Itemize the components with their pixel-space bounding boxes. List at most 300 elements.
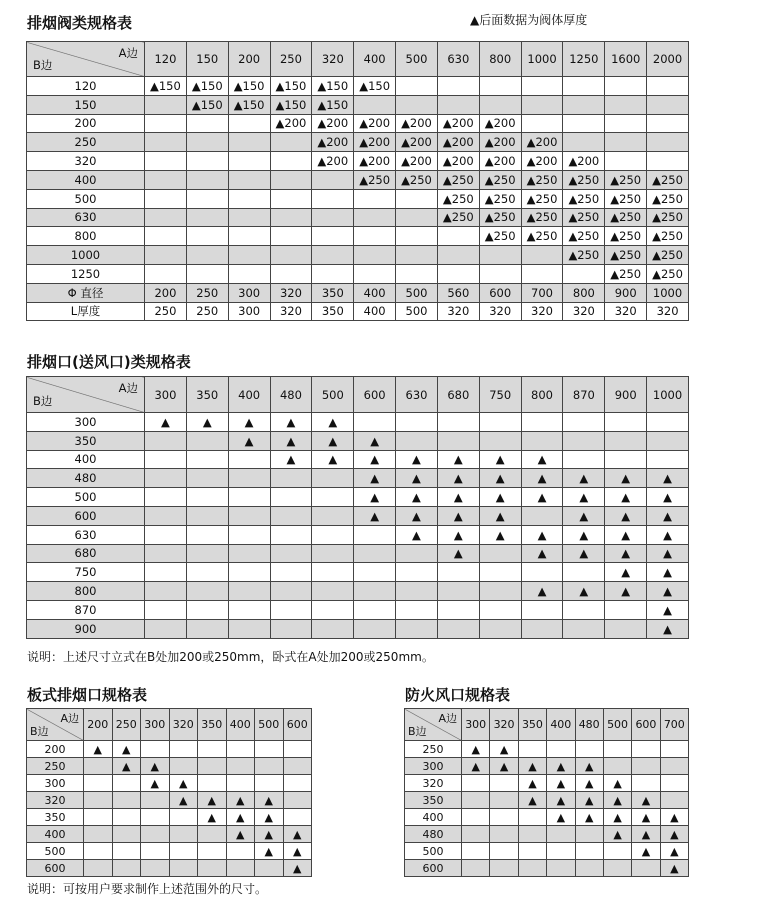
row-label-cell: 250 [27, 758, 84, 775]
table-cell: ▲ [479, 525, 521, 544]
row-label-cell: 1000 [27, 246, 145, 265]
table-cell: ▲200 [396, 114, 438, 133]
b-side-label: B边 [30, 725, 49, 738]
column-header-cell: 150 [186, 42, 228, 77]
table-cell [563, 431, 605, 450]
table-cell: ▲250 [605, 246, 647, 265]
table-cell [354, 246, 396, 265]
table-cell [270, 506, 312, 525]
table-cell [255, 758, 284, 775]
table-cell: ▲250 [396, 170, 438, 189]
table-row [27, 469, 689, 488]
table-cell [228, 152, 270, 171]
table-cell [169, 809, 198, 826]
table-cell: 320 [479, 302, 521, 321]
row-label-cell: 300 [27, 775, 84, 792]
table-cell [563, 450, 605, 469]
table-cell [228, 488, 270, 507]
table-cell [112, 775, 141, 792]
table-cell: ▲250 [647, 208, 689, 227]
table-cell [198, 741, 227, 758]
table-cell: ▲250 [437, 208, 479, 227]
table-row [27, 208, 689, 227]
row-label-cell: 300 [27, 413, 145, 432]
table-cell [396, 413, 438, 432]
corner-header-cell [27, 377, 145, 413]
table-cell [605, 152, 647, 171]
table-cell [521, 563, 563, 582]
table-row [27, 170, 689, 189]
table-cell: ▲200 [354, 152, 396, 171]
table-cell [186, 469, 228, 488]
table-cell [354, 619, 396, 638]
table-cell [312, 600, 354, 619]
table-cell [462, 775, 490, 792]
column-header-cell: 400 [547, 709, 575, 741]
table-cell [145, 133, 187, 152]
table-cell [186, 114, 228, 133]
table-cell [479, 544, 521, 563]
table-cell [141, 860, 170, 877]
table-cell [396, 246, 438, 265]
table-cell: ▲ [283, 860, 312, 877]
table-cell: ▲ [84, 741, 113, 758]
table-row [405, 843, 689, 860]
table-cell: ▲ [518, 758, 546, 775]
corner-header-cell [405, 709, 462, 741]
table-cell [647, 431, 689, 450]
table-cell [186, 488, 228, 507]
table-row [27, 860, 312, 877]
table-cell: ▲150 [145, 77, 187, 96]
b-side-label: B边 [33, 58, 53, 72]
table-cell: ▲ [255, 843, 284, 860]
row-label-cell: 500 [405, 843, 462, 860]
table-cell [312, 227, 354, 246]
row-label-cell: 900 [27, 619, 145, 638]
row-label-cell: 350 [27, 809, 84, 826]
table-cell [462, 826, 490, 843]
table-cell [632, 741, 660, 758]
table-cell: ▲ [521, 582, 563, 601]
table-cell [270, 152, 312, 171]
table-cell: ▲ [521, 488, 563, 507]
table-cell [354, 563, 396, 582]
row-label-cell: 630 [27, 208, 145, 227]
table-cell [84, 775, 113, 792]
table-cell [312, 563, 354, 582]
table-cell: ▲ [518, 775, 546, 792]
table-row [27, 809, 312, 826]
table-cell [141, 809, 170, 826]
table-cell: ▲200 [479, 133, 521, 152]
table-cell: ▲ [141, 775, 170, 792]
table-cell: ▲150 [228, 77, 270, 96]
table-cell: ▲250 [605, 170, 647, 189]
column-header-cell: 400 [226, 709, 255, 741]
table-cell [479, 619, 521, 638]
table-cell: ▲ [141, 758, 170, 775]
table-cell: ▲ [437, 544, 479, 563]
table-cell [490, 809, 518, 826]
table-cell: ▲250 [563, 227, 605, 246]
table-cell [283, 792, 312, 809]
table-cell: ▲ [647, 506, 689, 525]
table-cell [186, 170, 228, 189]
table-cell: 1000 [647, 283, 689, 302]
column-header-cell: 600 [283, 709, 312, 741]
table-cell: ▲ [521, 544, 563, 563]
table-cell: ▲ [605, 544, 647, 563]
table-cell [112, 792, 141, 809]
table-cell [198, 860, 227, 877]
column-header-cell: 700 [660, 709, 688, 741]
table-cell: ▲250 [437, 189, 479, 208]
table-row [405, 860, 689, 877]
table-cell: ▲ [354, 450, 396, 469]
table-cell [312, 488, 354, 507]
table-cell [396, 77, 438, 96]
table-cell [283, 809, 312, 826]
table-cell: ▲ [354, 469, 396, 488]
table-cell: ▲ [198, 809, 227, 826]
table-cell [437, 431, 479, 450]
table-cell [228, 600, 270, 619]
table-cell: ▲150 [228, 95, 270, 114]
table-cell: ▲ [647, 600, 689, 619]
table-cell [547, 860, 575, 877]
table-cell [228, 246, 270, 265]
table-cell: ▲250 [647, 227, 689, 246]
table-cell [521, 431, 563, 450]
table-cell [145, 600, 187, 619]
table-cell [112, 826, 141, 843]
column-header-cell: 500 [603, 709, 631, 741]
table-row [27, 843, 312, 860]
table-cell: ▲ [647, 488, 689, 507]
table-cell: ▲ [605, 563, 647, 582]
table-cell: ▲ [169, 792, 198, 809]
column-header-cell: 600 [632, 709, 660, 741]
table-cell [112, 843, 141, 860]
table-cell [575, 741, 603, 758]
a-side-label: A边 [118, 381, 138, 395]
table-cell: ▲200 [312, 133, 354, 152]
table-cell [312, 170, 354, 189]
table-cell [145, 488, 187, 507]
table-cell [521, 506, 563, 525]
table-cell [563, 413, 605, 432]
table-cell [145, 114, 187, 133]
table-cell [145, 525, 187, 544]
table-cell [490, 792, 518, 809]
table-cell: ▲250 [563, 208, 605, 227]
table-cell: ▲150 [354, 77, 396, 96]
table-cell: 320 [521, 302, 563, 321]
table-cell [228, 544, 270, 563]
table-cell: 320 [647, 302, 689, 321]
table-cell: ▲150 [186, 95, 228, 114]
table-cell [255, 775, 284, 792]
table-cell: ▲ [490, 741, 518, 758]
row-label-cell: 400 [27, 826, 84, 843]
table-row [27, 582, 689, 601]
table-cell [518, 860, 546, 877]
column-header-cell: 350 [186, 377, 228, 413]
table-cell: ▲ [112, 758, 141, 775]
table-cell: 320 [270, 302, 312, 321]
table-cell [547, 843, 575, 860]
table-cell [647, 95, 689, 114]
row-label-cell: 480 [27, 469, 145, 488]
table-cell: ▲ [169, 775, 198, 792]
column-header-cell: 320 [490, 709, 518, 741]
table-cell [575, 826, 603, 843]
table-row [27, 826, 312, 843]
table-cell [228, 227, 270, 246]
table-cell [226, 860, 255, 877]
table-cell [437, 619, 479, 638]
table-cell: ▲ [521, 469, 563, 488]
b-side-label: B边 [408, 725, 427, 738]
table-cell: 320 [563, 302, 605, 321]
table-cell: 400 [354, 283, 396, 302]
plate-smoke-outlet-spec-table [26, 708, 312, 877]
table-cell [354, 208, 396, 227]
column-header-cell: 800 [521, 377, 563, 413]
table-cell [270, 208, 312, 227]
table-cell: ▲ [575, 792, 603, 809]
column-header-cell: 1000 [647, 377, 689, 413]
spec-table-2-note: 说明：上述尺寸立式在B处加200或250mm，卧式在A处加200或250mm。 [27, 650, 434, 664]
table-cell: ▲ [647, 469, 689, 488]
table-row [27, 792, 312, 809]
column-header-cell: 400 [228, 377, 270, 413]
table-cell: ▲ [521, 450, 563, 469]
table-cell [575, 860, 603, 877]
table-cell [169, 860, 198, 877]
table-cell: ▲ [270, 413, 312, 432]
row-label-cell: 200 [27, 114, 145, 133]
table-cell [198, 758, 227, 775]
row-label-cell: 870 [27, 600, 145, 619]
table-cell [462, 792, 490, 809]
table-cell [396, 582, 438, 601]
table-cell: ▲150 [312, 77, 354, 96]
column-header-cell: 300 [145, 377, 187, 413]
row-label-cell: 600 [405, 860, 462, 877]
table-cell [660, 758, 688, 775]
table-cell: ▲ [563, 506, 605, 525]
table-cell [518, 843, 546, 860]
table-cell: ▲150 [270, 95, 312, 114]
table-cell: ▲ [563, 469, 605, 488]
table-cell: ▲ [396, 506, 438, 525]
table-cell [632, 860, 660, 877]
table-cell: ▲200 [354, 114, 396, 133]
table-cell [603, 860, 631, 877]
table-cell: 500 [396, 302, 438, 321]
table-cell [228, 133, 270, 152]
table-cell: ▲ [226, 792, 255, 809]
table-cell: ▲ [490, 758, 518, 775]
table-cell: ▲ [283, 843, 312, 860]
table-cell [563, 619, 605, 638]
table-cell: ▲ [603, 826, 631, 843]
column-header-cell: 630 [437, 42, 479, 77]
table-cell [186, 563, 228, 582]
table-row [405, 809, 689, 826]
row-label-cell: 350 [405, 792, 462, 809]
table-cell [354, 413, 396, 432]
table-cell: ▲ [547, 809, 575, 826]
table-row [27, 152, 689, 171]
table-cell: ▲ [605, 469, 647, 488]
table-cell: ▲ [660, 809, 688, 826]
table-row [27, 506, 689, 525]
table-cell [605, 95, 647, 114]
table-cell [547, 826, 575, 843]
table-cell [396, 189, 438, 208]
column-header-cell: 500 [396, 42, 438, 77]
table-cell [479, 563, 521, 582]
table-cell: ▲ [255, 792, 284, 809]
table-cell: ▲250 [479, 170, 521, 189]
row-label-cell: 320 [27, 152, 145, 171]
table-cell: ▲250 [521, 208, 563, 227]
table-cell: ▲200 [396, 133, 438, 152]
table-cell [396, 227, 438, 246]
table-cell: ▲ [632, 843, 660, 860]
table-cell [647, 133, 689, 152]
table-cell [141, 741, 170, 758]
table-cell [270, 170, 312, 189]
table-row [27, 77, 689, 96]
table-cell [312, 208, 354, 227]
table-cell [354, 544, 396, 563]
table-cell [145, 506, 187, 525]
table-cell [521, 264, 563, 283]
table-cell [228, 170, 270, 189]
table-row [27, 563, 689, 582]
table-cell [563, 600, 605, 619]
row-label-cell: 120 [27, 77, 145, 96]
table-cell [169, 758, 198, 775]
table-cell: ▲ [547, 775, 575, 792]
column-header-cell: 250 [270, 42, 312, 77]
table-cell: ▲ [547, 792, 575, 809]
table-cell [312, 619, 354, 638]
column-header-cell: 600 [354, 377, 396, 413]
column-header-cell: 500 [255, 709, 284, 741]
table-cell: 800 [563, 283, 605, 302]
table-cell [437, 600, 479, 619]
table-cell [186, 208, 228, 227]
table-cell: ▲ [479, 488, 521, 507]
table-cell: ▲ [632, 826, 660, 843]
table-cell: ▲150 [186, 77, 228, 96]
smoke-valve-spec-table [26, 41, 689, 321]
table-cell: ▲ [547, 758, 575, 775]
row-label-cell: 350 [27, 431, 145, 450]
spec-table-3-title: 板式排烟口规格表 [27, 686, 148, 704]
table-cell [312, 189, 354, 208]
table-cell: ▲200 [521, 152, 563, 171]
table-row [27, 413, 689, 432]
table-cell [605, 431, 647, 450]
a-side-label: A边 [118, 46, 138, 60]
row-label-cell: 200 [27, 741, 84, 758]
table-cell: ▲ [186, 413, 228, 432]
table-cell [228, 563, 270, 582]
table-cell: ▲ [145, 413, 187, 432]
column-header-cell: 480 [270, 377, 312, 413]
column-header-cell: 870 [563, 377, 605, 413]
table-cell [270, 189, 312, 208]
table-row [27, 758, 312, 775]
table-cell: ▲ [521, 525, 563, 544]
table-cell [270, 469, 312, 488]
table-cell [479, 264, 521, 283]
table-cell [186, 600, 228, 619]
table-cell [437, 95, 479, 114]
column-header-cell: 1000 [521, 42, 563, 77]
table-cell [186, 152, 228, 171]
table-cell: ▲ [283, 826, 312, 843]
table-cell: ▲ [312, 450, 354, 469]
table-cell [255, 860, 284, 877]
table-cell: ▲ [575, 809, 603, 826]
table-cell [647, 413, 689, 432]
table-cell [186, 431, 228, 450]
table-cell: ▲ [603, 775, 631, 792]
table-cell [312, 506, 354, 525]
table-cell [462, 843, 490, 860]
table-cell [228, 525, 270, 544]
table-cell [518, 809, 546, 826]
table-row [27, 488, 689, 507]
table-cell [186, 450, 228, 469]
table-cell [605, 600, 647, 619]
table-cell [490, 775, 518, 792]
table-cell: ▲ [354, 431, 396, 450]
table-cell [396, 264, 438, 283]
row-label-cell: 250 [405, 741, 462, 758]
table-cell [312, 544, 354, 563]
table-cell [605, 619, 647, 638]
table-cell: ▲200 [479, 114, 521, 133]
table-cell [84, 792, 113, 809]
column-header-cell: 120 [145, 42, 187, 77]
table-cell [479, 582, 521, 601]
table-cell [462, 860, 490, 877]
table-cell [563, 114, 605, 133]
table-cell [169, 741, 198, 758]
table-cell: ▲ [647, 544, 689, 563]
table-cell [660, 741, 688, 758]
table-cell [145, 469, 187, 488]
table-cell [603, 758, 631, 775]
table-cell [490, 826, 518, 843]
table-cell: ▲250 [647, 246, 689, 265]
table-cell: ▲ [396, 469, 438, 488]
table-cell [462, 809, 490, 826]
column-header-cell: 630 [396, 377, 438, 413]
table-cell [563, 95, 605, 114]
table-cell [186, 264, 228, 283]
table-cell: ▲ [575, 775, 603, 792]
table-cell: ▲ [605, 488, 647, 507]
